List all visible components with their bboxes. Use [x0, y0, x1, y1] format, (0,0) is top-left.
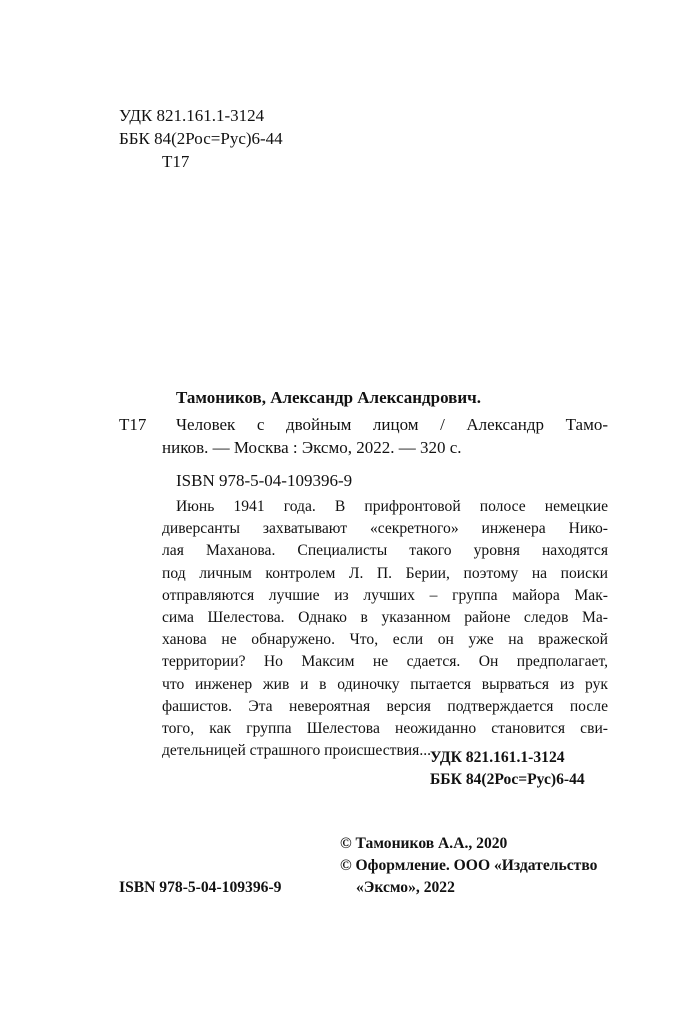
- description-line: Человек с двойным лицом / Александр Тамо-: [176, 415, 608, 434]
- bbk-code-top: ББК 84(2Рос=Рус)6-44: [119, 129, 283, 148]
- annotation: [162, 496, 608, 762]
- udk-code-top: УДК 821.161.1-3124: [119, 106, 265, 125]
- annotation-line: территории? Но Максим не сдается. Он предполагает,: [162, 653, 608, 671]
- description-line: ников. — Москва : Эксмо, 2022. — 320 с.: [162, 438, 462, 457]
- annotation-line: сима Шелестова. Однако в указанном районе следов Ма-: [162, 609, 608, 627]
- copyright-author: © Тамоников А.А., 2020: [340, 835, 508, 852]
- annotation-line: лая Маханова. Специалисты такого уровня находятся: [162, 542, 608, 560]
- isbn-record: ISBN 978-5-04-109396-9: [176, 471, 353, 490]
- bibliographic-description: [162, 413, 608, 459]
- isbn-footer: ISBN 978-5-04-109396-9: [119, 879, 282, 896]
- annotation-line: фашистов. Эта невероятная версия подтверждается после: [162, 697, 608, 715]
- annotation-line: ханова не обнаружено. Что, если он уже на вражеской: [162, 631, 608, 649]
- author-mark-top: Т17: [162, 152, 190, 171]
- bbk-code-bottom: ББК 84(2Рос=Рус)6-44: [430, 771, 585, 788]
- annotation-line: отправляются лучшие из лучших – группа майора Мак-: [162, 586, 608, 604]
- copyright-design-line-2: «Эксмо», 2022: [356, 879, 455, 896]
- annotation-line: того, как группа Шелестова неожиданно становится сви-: [162, 720, 608, 738]
- annotation-line: детельницей страшного происшествия...: [162, 742, 432, 760]
- author-mark-record: Т17: [119, 415, 147, 434]
- udk-code-bottom: УДК 821.161.1-3124: [430, 749, 565, 766]
- copyright-design-line-1: © Оформление. ООО «Издательство: [340, 857, 598, 874]
- author-heading: Тамоников, Александр Александрович.: [176, 388, 481, 407]
- annotation-line: Июнь 1941 года. В прифронтовой полосе немецкие: [176, 498, 608, 515]
- annotation-line: что инженер жив и в одиночку пытается вырваться из рук: [162, 675, 608, 693]
- annotation-line: диверсанты захватывают «секретного» инженера Нико-: [162, 520, 608, 538]
- annotation-line: под личным контролем Л. П. Берии, поэтому на поиски: [162, 564, 608, 582]
